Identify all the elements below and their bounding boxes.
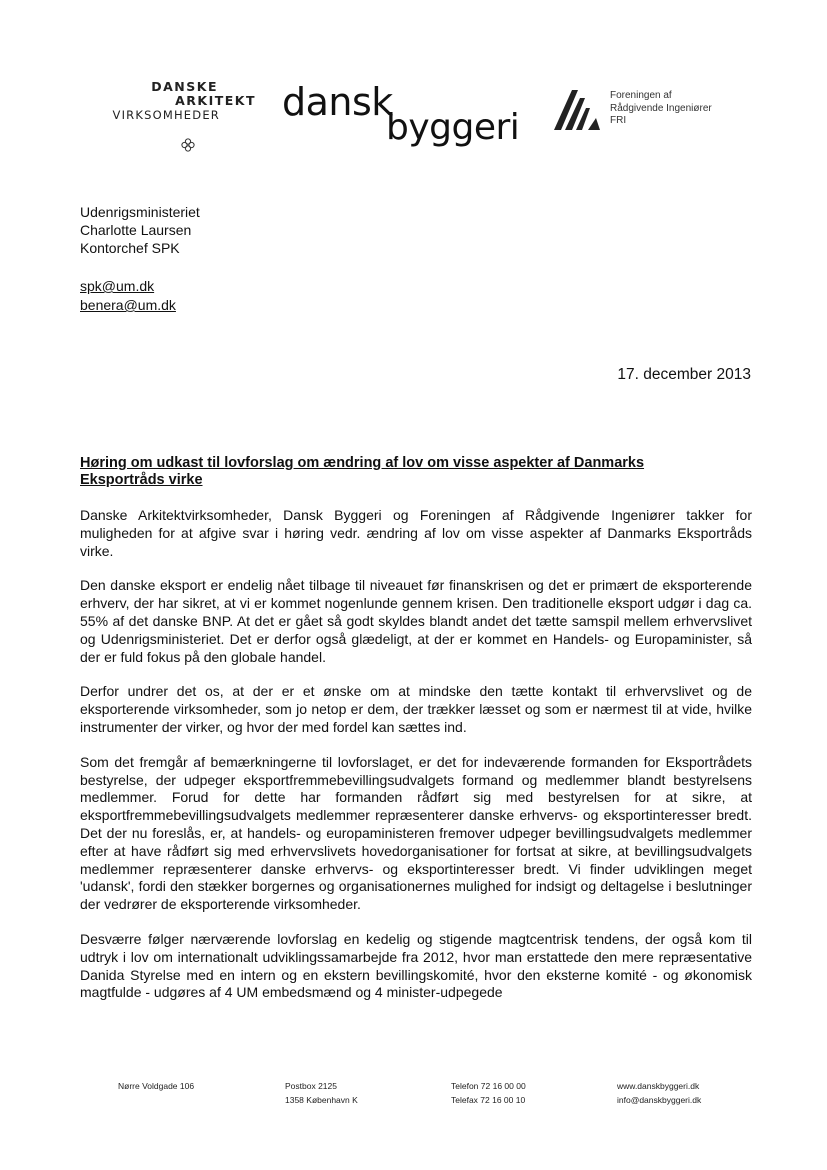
logo-word-dansk: dansk [282,80,393,124]
body-paragraph: Derfor undrer det os, at der er et ønske om at mindske den tætte kontakt til erhvervslivet og de eksporterende virksomheder, som jo netop er dem, der trækker læsset og som er nærmest til at vide, hvilke instrumenter der virker, og hvor der med fordel kan sættes ind. [80,683,752,735]
letter-date: 17. december 2013 [617,366,751,383]
logo-line-danske: DANSKE [151,79,218,94]
fri-logo [552,86,752,136]
letter-subject: Høring om udkast til lovforslag om ændring af lov om visse aspekter af Danmarks Eksportråds virke [80,455,645,488]
danske-arkitektvirksomheder-logo [106,80,256,122]
logo-word-byggeri: byggeri [386,107,520,148]
logo-line-virksomheder: VIRKSOMHEDER [112,108,220,122]
footer-telefax: Telefax 72 16 00 10 [451,1095,526,1105]
footer-city: 1358 København K [285,1095,358,1105]
clover-icon [180,137,196,153]
recipient-emails [80,277,176,315]
footer-phone [451,1079,526,1107]
recipient-address [80,203,200,257]
fri-line-2: Rådgivende Ingeniører [610,102,712,114]
body-paragraph: Den danske eksport er endelig nået tilbage til niveauet før finanskrisen og det er primært de eksporterende erhverv, der har sikret, at vi er kommet nogenlunde gennem krisen. Den traditionelle eksport udgør i dag ca. 55% af det danske BNP. At det er gået så godt skyldes blandt andet det tætte samspil mellem erhvervslivet og Udenrigsministeriet. Det er derfor også glædeligt, at der er kommet en Handels- og Europaminister, så der er fuld fokus på den globale handel. [80,577,752,665]
fri-line-3: FRI [610,115,627,126]
footer-address [118,1079,194,1093]
footer-postbox: Postbox 2125 [285,1081,337,1091]
recipient-line: Kontorchef SPK [80,240,180,256]
footer-web [617,1079,701,1107]
dansk-byggeri-logo [282,80,520,162]
fri-line-1: Foreningen af [610,90,672,101]
body-paragraph: Som det fremgår af bemærkningerne til lovforslaget, er det for indeværende formanden for Eksportrådets bestyrelse, der udpeger eksportfremmebevillingsudvalgets formand og medlemmer blandt bestyrelsens medlemmer. Forud for dette har formanden rådført sig med bestyrelsen for at sikre, at eksportfremmebevillingsudvalgets medlemmer repræsenterer danske erhvervs- og eksportinteresser bredt. Det der nu foreslås, er, at handels- og europaministeren fremover udpeger bevillingsudvalgets medlemmer efter at have rådført sig med erhvervslivets hovedorganisationer for fortsat at sikre, at bevillingsudvalgets medlemmer repræsenterer danske erhvervs- og eksportinteresser bredt. Vi finder udviklingen meget 'udansk', fordi den stækker borgernes og organisationernes mulighed for indsigt og deltagelse i beslutninger der vedrører de eksporterende virksomheder. [80,753,752,913]
fri-logo-text [610,90,712,128]
email-link[interactable]: spk@um.dk [80,278,155,294]
footer-postal [285,1079,358,1107]
recipient-line: Udenrigsministeriet [80,204,200,220]
fri-triangle-icon [552,86,608,132]
footer-website[interactable]: www.danskbyggeri.dk [617,1081,700,1091]
body-paragraph: Danske Arkitektvirksomheder, Dansk Byggeri og Foreningen af Rådgivende Ingeniører takker for muligheden for at afgive svar i høring vedr. ændring af lov om visse aspekter af Danmarks Eksportråds virke. [80,507,752,559]
footer-telephone: Telefon 72 16 00 00 [451,1081,526,1091]
email-link[interactable]: benera@um.dk [80,297,176,313]
footer-email[interactable]: info@danskbyggeri.dk [617,1095,702,1105]
letter-body [80,507,752,1019]
logo-line-arkitekt: ARKITEKT [175,93,256,108]
footer-street: Nørre Voldgade 106 [118,1081,195,1091]
body-paragraph: Desværre følger nærværende lovforslag en kedelig og stigende magtcentrisk tendens, der også kom til udtryk i lov om internationalt udviklingssamarbejde fra 2012, hvor man erstattede den mere repræsentative Danida Styrelse med en intern og en ekstern bevillingskomité, hvor den eksterne komité - og økonomisk magtfulde - udgøres af 4 UM embedsmænd og 4 minister-udpegede [80,930,752,1001]
recipient-line: Charlotte Laursen [80,222,192,238]
